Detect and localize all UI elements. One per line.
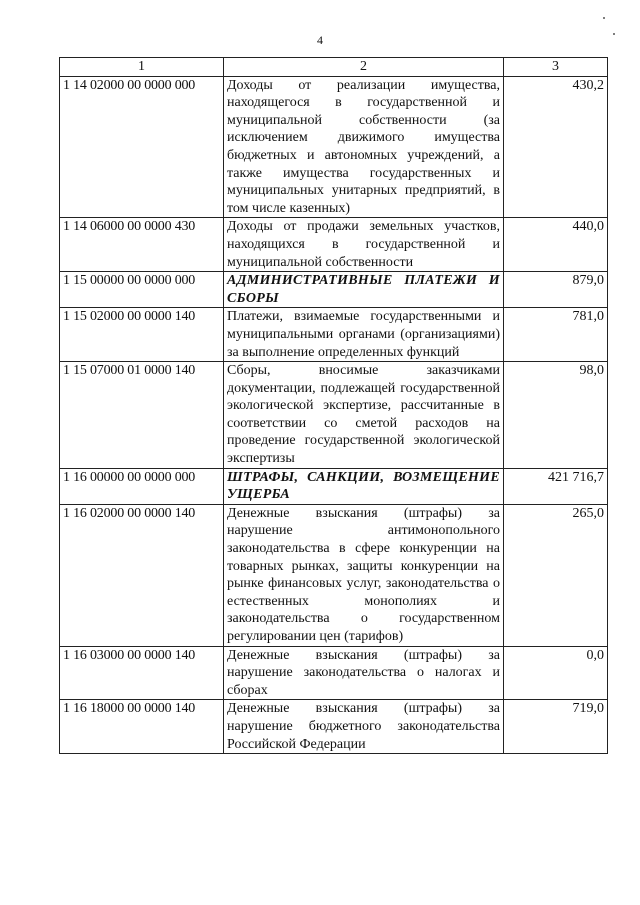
column-header-name: 2 <box>224 58 504 77</box>
column-header-code: 1 <box>60 58 224 77</box>
row-code: 1 16 00000 00 0000 000 <box>60 468 224 504</box>
table-body <box>60 76 608 754</box>
table-row <box>60 700 608 754</box>
revenue-table <box>59 57 608 754</box>
column-header-amount: 3 <box>504 58 608 77</box>
row-section-title: ШТРАФЫ, САНКЦИИ, ВОЗМЕЩЕНИЕ УЩЕРБА <box>224 468 504 504</box>
table-row <box>60 272 608 308</box>
row-code: 1 16 02000 00 0000 140 <box>60 504 224 646</box>
scan-speck <box>613 33 615 35</box>
row-amount: 781,0 <box>504 308 608 362</box>
table-row <box>60 76 608 218</box>
table-row <box>60 504 608 646</box>
row-description: Сборы, вносимые заказчиками документации, подлежащей государственной экологической экспертизе, рассчитанные в соответствии со сметой расходов на проведение государственной экологической экспертизы <box>224 362 504 469</box>
row-code: 1 16 18000 00 0000 140 <box>60 700 224 754</box>
page-number: 4 <box>317 33 323 47</box>
row-amount: 719,0 <box>504 700 608 754</box>
row-section-title: АДМИНИСТРАТИВНЫЕ ПЛАТЕЖИ И СБОРЫ <box>224 272 504 308</box>
row-code: 1 16 03000 00 0000 140 <box>60 646 224 700</box>
row-amount: 430,2 <box>504 76 608 218</box>
row-description: Денежные взыскания (штрафы) за нарушение законодательства о налогах и сборах <box>224 646 504 700</box>
row-description: Денежные взыскания (штрафы) за нарушение бюджетного законодательства Российской Федерации <box>224 700 504 754</box>
row-amount: 440,0 <box>504 218 608 272</box>
row-amount: 0,0 <box>504 646 608 700</box>
table-row <box>60 362 608 469</box>
table-row <box>60 468 608 504</box>
row-code: 1 15 07000 01 0000 140 <box>60 362 224 469</box>
row-code: 1 14 02000 00 0000 000 <box>60 76 224 218</box>
table-row <box>60 218 608 272</box>
scan-speck <box>603 17 605 19</box>
row-description: Платежи, взимаемые государственными и муниципальными органами (организациями) за выполнение определенных функций <box>224 308 504 362</box>
row-code: 1 15 02000 00 0000 140 <box>60 308 224 362</box>
table-header-row <box>60 58 608 77</box>
table-row <box>60 308 608 362</box>
row-amount: 265,0 <box>504 504 608 646</box>
row-code: 1 15 00000 00 0000 000 <box>60 272 224 308</box>
row-amount: 879,0 <box>504 272 608 308</box>
row-description: Денежные взыскания (штрафы) за нарушение антимонопольного законодательства в сфере конкуренции на товарных рынках, защиты конкуренции на рынке финансовых услуг, законодательства о естественных монополиях и законодательства о государственном регулировании цен (тарифов) <box>224 504 504 646</box>
row-description: Доходы от реализации имущества, находящегося в государственной и муниципальной собственности (за исключением движимого имущества бюджетных и автономных учреждений, а также имущества государственных и муниципальных унитарных предприятий, в том числе казенных) <box>224 76 504 218</box>
row-amount: 421 716,7 <box>504 468 608 504</box>
row-amount: 98,0 <box>504 362 608 469</box>
row-code: 1 14 06000 00 0000 430 <box>60 218 224 272</box>
row-description: Доходы от продажи земельных участков, находящихся в государственной и муниципальной собственности <box>224 218 504 272</box>
table-row <box>60 646 608 700</box>
